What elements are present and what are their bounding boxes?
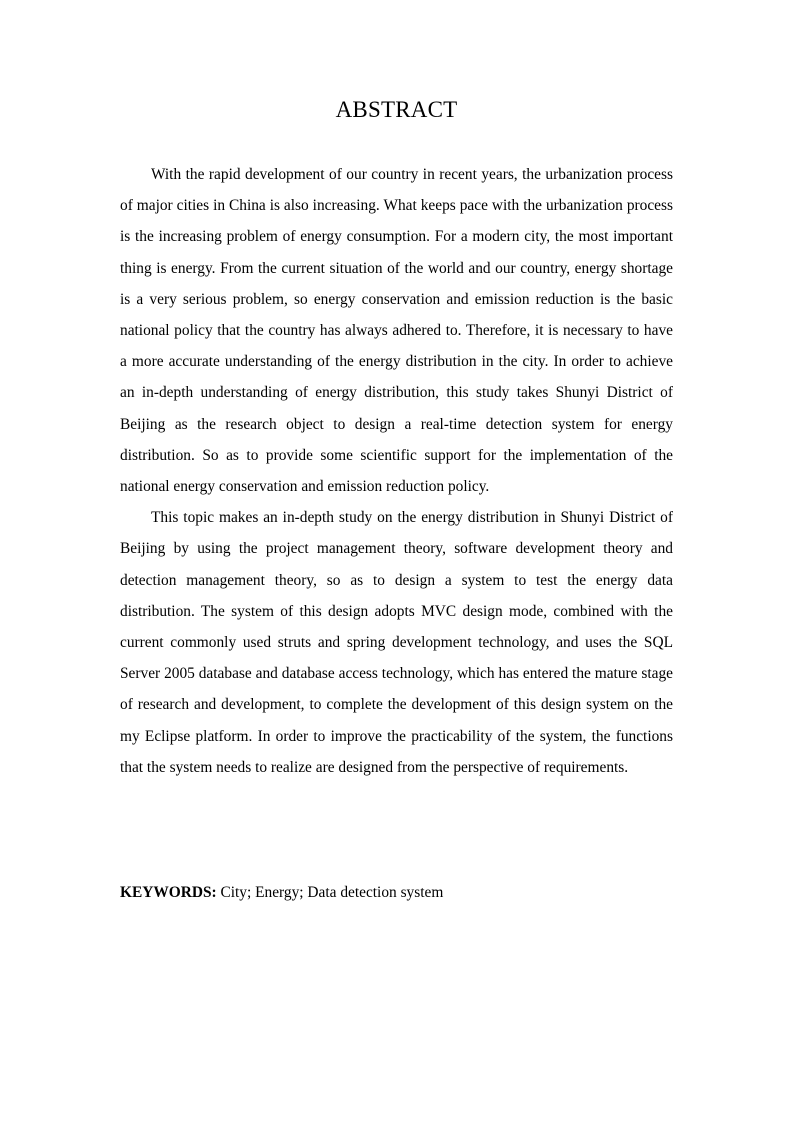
abstract-paragraph-2: This topic makes an in-depth study on the energy distribution in Shunyi District of Beijing by using the project management theory, software development theory and detection management theory, so as to design a system to test the energy data distribution. The system of this design adopts MVC design mode, combined with the current commonly used struts and spring development technology, and uses the SQL Server 2005 database and database access technology, which has entered the mature stage of research and development, to complete the development of this design system on the my Eclipse platform. In order to improve the practicability of the system, the functions that the system needs to realize are designed from the perspective of requirements. bbox=[120, 509, 673, 776]
abstract-body bbox=[120, 159, 673, 783]
keywords-label: KEYWORDS: bbox=[120, 884, 217, 901]
abstract-paragraph-1: With the rapid development of our country in recent years, the urbanization process of major cities in China is also increasing. What keeps pace with the urbanization process is the increasing problem of energy consumption. For a modern city, the most important thing is energy. From the current situation of the world and our country, energy shortage is a very serious problem, so energy conservation and emission reduction is the basic national policy that the country has always adhered to. Therefore, it is necessary to have a more accurate understanding of the energy distribution in the city. In order to achieve an in-depth understanding of energy distribution, this study takes Shunyi District of Beijing as the research object to design a real-time detection system for energy distribution. So as to provide some scientific support for the implementation of the national energy conservation and emission reduction policy. bbox=[120, 166, 673, 496]
keywords-line bbox=[120, 877, 673, 908]
keywords-text: City; Energy; Data detection system bbox=[216, 884, 444, 901]
abstract-title: ABSTRACT bbox=[335, 97, 458, 122]
